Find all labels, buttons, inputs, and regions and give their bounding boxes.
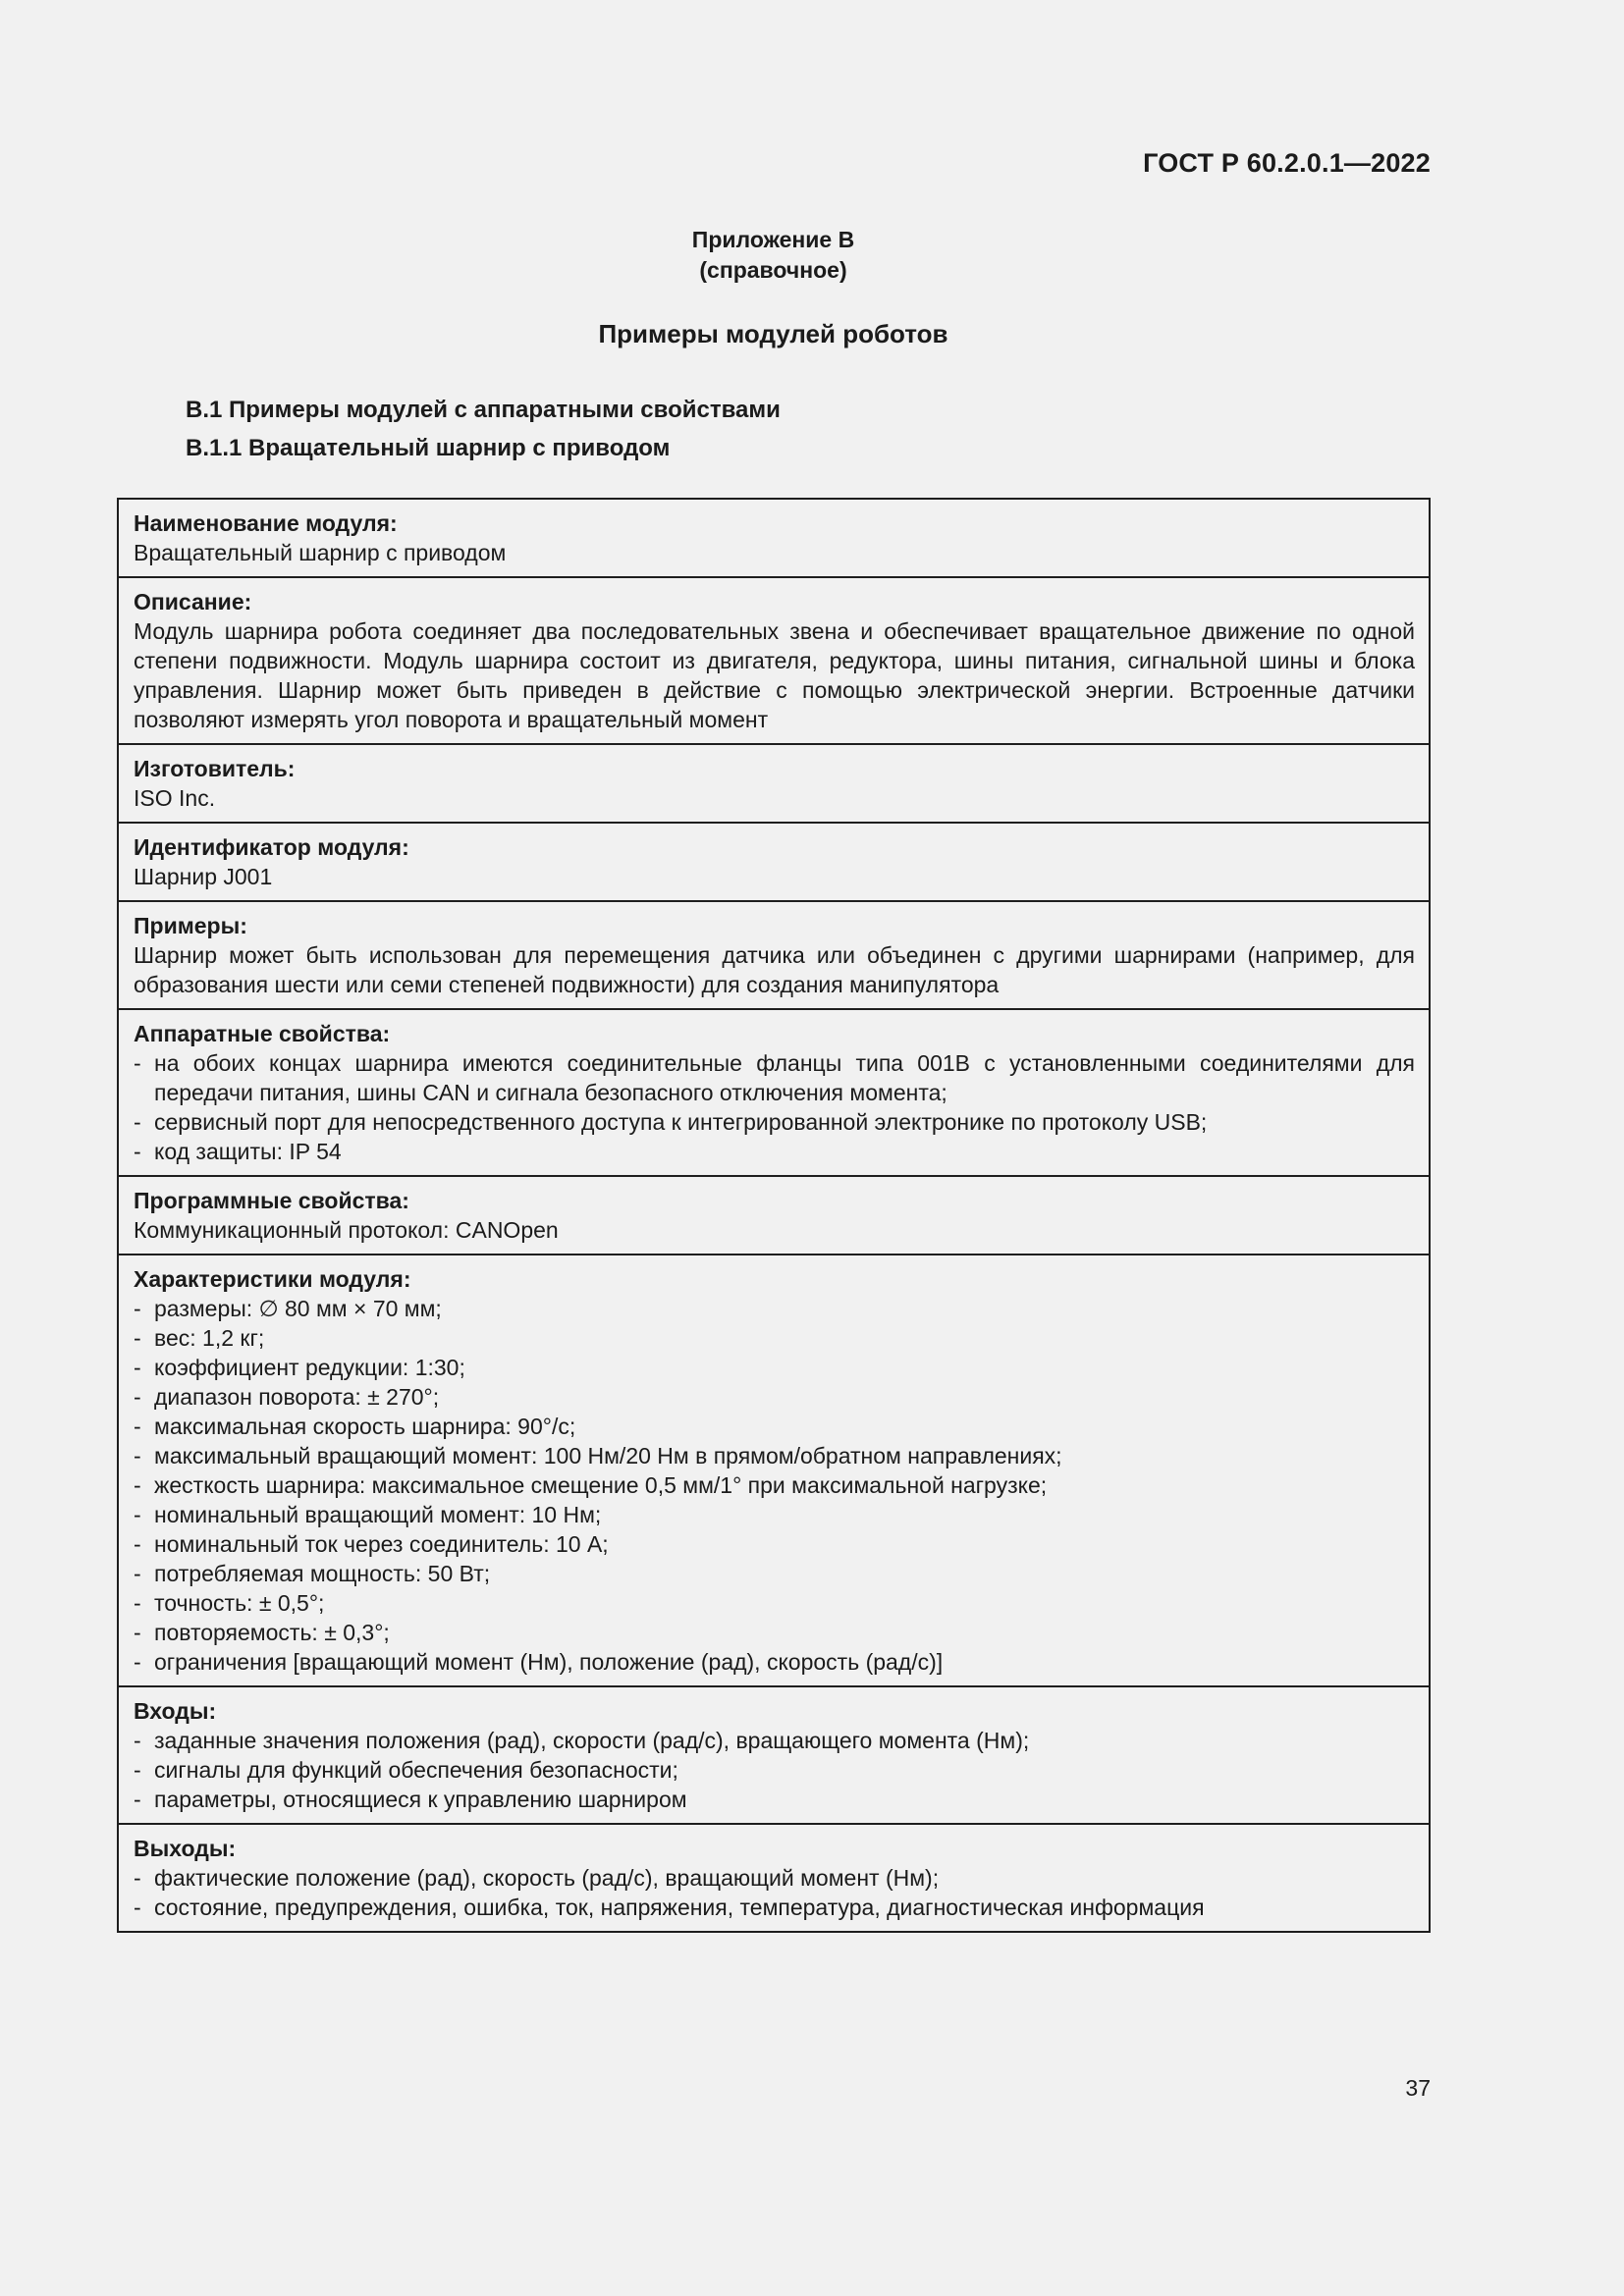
table-row <box>118 1686 1430 1824</box>
module-id-value: Шарнир J001 <box>134 864 273 889</box>
table-row <box>118 1255 1430 1686</box>
list-item: - максимальная скорость шарнира: 90°/с; <box>134 1412 1415 1441</box>
module-name-cell <box>118 499 1430 577</box>
inputs-label: Входы: <box>134 1698 217 1724</box>
examples-cell <box>118 901 1430 1009</box>
page-number: 37 <box>1405 2075 1431 2101</box>
list-item: - сервисный порт для непосредственного доступа к интегрированной электронике по протоколу USB; <box>134 1107 1415 1137</box>
table-row <box>118 744 1430 823</box>
software-label: Программные свойства: <box>134 1188 409 1213</box>
software-cell <box>118 1176 1430 1255</box>
manufacturer-label: Изготовитель: <box>134 756 296 781</box>
list-item: - фактические положение (рад), скорость (рад/с), вращающий момент (Нм); <box>134 1863 1415 1893</box>
module-name-value: Вращательный шарнир с приводом <box>134 540 507 565</box>
table-row <box>118 901 1430 1009</box>
software-value: Коммуникационный протокол: CANOpen <box>134 1217 559 1243</box>
appendix-heading <box>0 225 1546 286</box>
manufacturer-value: ISO Inc. <box>134 785 216 811</box>
list-item: - параметры, относящиеся к управлению шарниром <box>134 1785 1415 1814</box>
list-item: - номинальный вращающий момент: 10 Нм; <box>134 1500 1415 1529</box>
examples-text: Шарнир может быть использован для перемещения датчика или объединен с другими шарнирами (например, для образования шести или семи степеней подвижности) для создания манипулятора <box>134 942 1415 997</box>
appendix-label: Приложение В <box>691 227 855 252</box>
table-row <box>118 823 1430 901</box>
list-item: - ограничения [вращающий момент (Нм), положение (рад), скорость (рад/с)] <box>134 1647 1415 1677</box>
table-row <box>118 1824 1430 1932</box>
appendix-title: Примеры модулей роботов <box>598 319 948 348</box>
module-name-label: Наименование модуля: <box>134 510 398 536</box>
module-table <box>117 498 1431 1933</box>
examples-label: Примеры: <box>134 913 247 938</box>
description-text: Модуль шарнира робота соединяет два последовательных звена и обеспечивает вращательное движение по одной степени подвижности. Модуль шарнира состоит из двигателя, редуктора, шины питания, сигнальной шины и блока управления. Шарнир может быть приведен в действие с помощью электрической энергии. Встроенные датчики позволяют измерять угол поворота и вращательный момент <box>134 618 1415 732</box>
table-row <box>118 577 1430 744</box>
hardware-label: Аппаратные свойства: <box>134 1021 391 1046</box>
list-item: - заданные значения положения (рад), скорости (рад/с), вращающего момента (Нм); <box>134 1726 1415 1755</box>
list-item: - точность: ± 0,5°; <box>134 1588 1415 1618</box>
description-label: Описание: <box>134 589 252 614</box>
module-id-label: Идентификатор модуля: <box>134 834 409 860</box>
manufacturer-cell <box>118 744 1430 823</box>
appendix-status: (справочное) <box>699 257 847 283</box>
list-item: - коэффициент редукции: 1:30; <box>134 1353 1415 1382</box>
table-row <box>118 1176 1430 1255</box>
list-item: - код защиты: IP 54 <box>134 1137 1415 1166</box>
characteristics-cell <box>118 1255 1430 1686</box>
table-row <box>118 499 1430 577</box>
outputs-label: Выходы: <box>134 1836 237 1861</box>
inputs-cell <box>118 1686 1430 1824</box>
outputs-list <box>134 1863 1415 1922</box>
module-id-cell <box>118 823 1430 901</box>
hardware-list <box>134 1048 1415 1166</box>
inputs-list <box>134 1726 1415 1814</box>
description-cell <box>118 577 1430 744</box>
characteristics-label: Характеристики модуля: <box>134 1266 411 1292</box>
list-item: - максимальный вращающий момент: 100 Нм/20 Нм в прямом/обратном направлениях; <box>134 1441 1415 1470</box>
table-row <box>118 1009 1430 1176</box>
list-item: - размеры: ∅ 80 мм × 70 мм; <box>134 1294 1415 1323</box>
list-item: - сигналы для функций обеспечения безопасности; <box>134 1755 1415 1785</box>
list-item: - повторяемость: ± 0,3°; <box>134 1618 1415 1647</box>
hardware-cell <box>118 1009 1430 1176</box>
outputs-cell <box>118 1824 1430 1932</box>
list-item: - диапазон поворота: ± 270°; <box>134 1382 1415 1412</box>
list-item: - на обоих концах шарнира имеются соединительные фланцы типа 001B с установленными соединителями для передачи питания, шины CAN и сигнала безопасного отключения момента; <box>134 1048 1415 1107</box>
list-item: - жесткость шарнира: максимальное смещение 0,5 мм/1° при максимальной нагрузке; <box>134 1470 1415 1500</box>
list-item: - потребляемая мощность: 50 Вт; <box>134 1559 1415 1588</box>
section-heading-b11: В.1.1 Вращательный шарнир с приводом <box>186 435 671 461</box>
list-item: - номинальный ток через соединитель: 10 А; <box>134 1529 1415 1559</box>
list-item: - вес: 1,2 кг; <box>134 1323 1415 1353</box>
section-heading-b1: В.1 Примеры модулей с аппаратными свойствами <box>186 397 781 423</box>
list-item: - состояние, предупреждения, ошибка, ток, напряжения, температура, диагностическая информация <box>134 1893 1415 1922</box>
characteristics-list <box>134 1294 1415 1677</box>
document-code: ГОСТ Р 60.2.0.1—2022 <box>1143 148 1431 178</box>
